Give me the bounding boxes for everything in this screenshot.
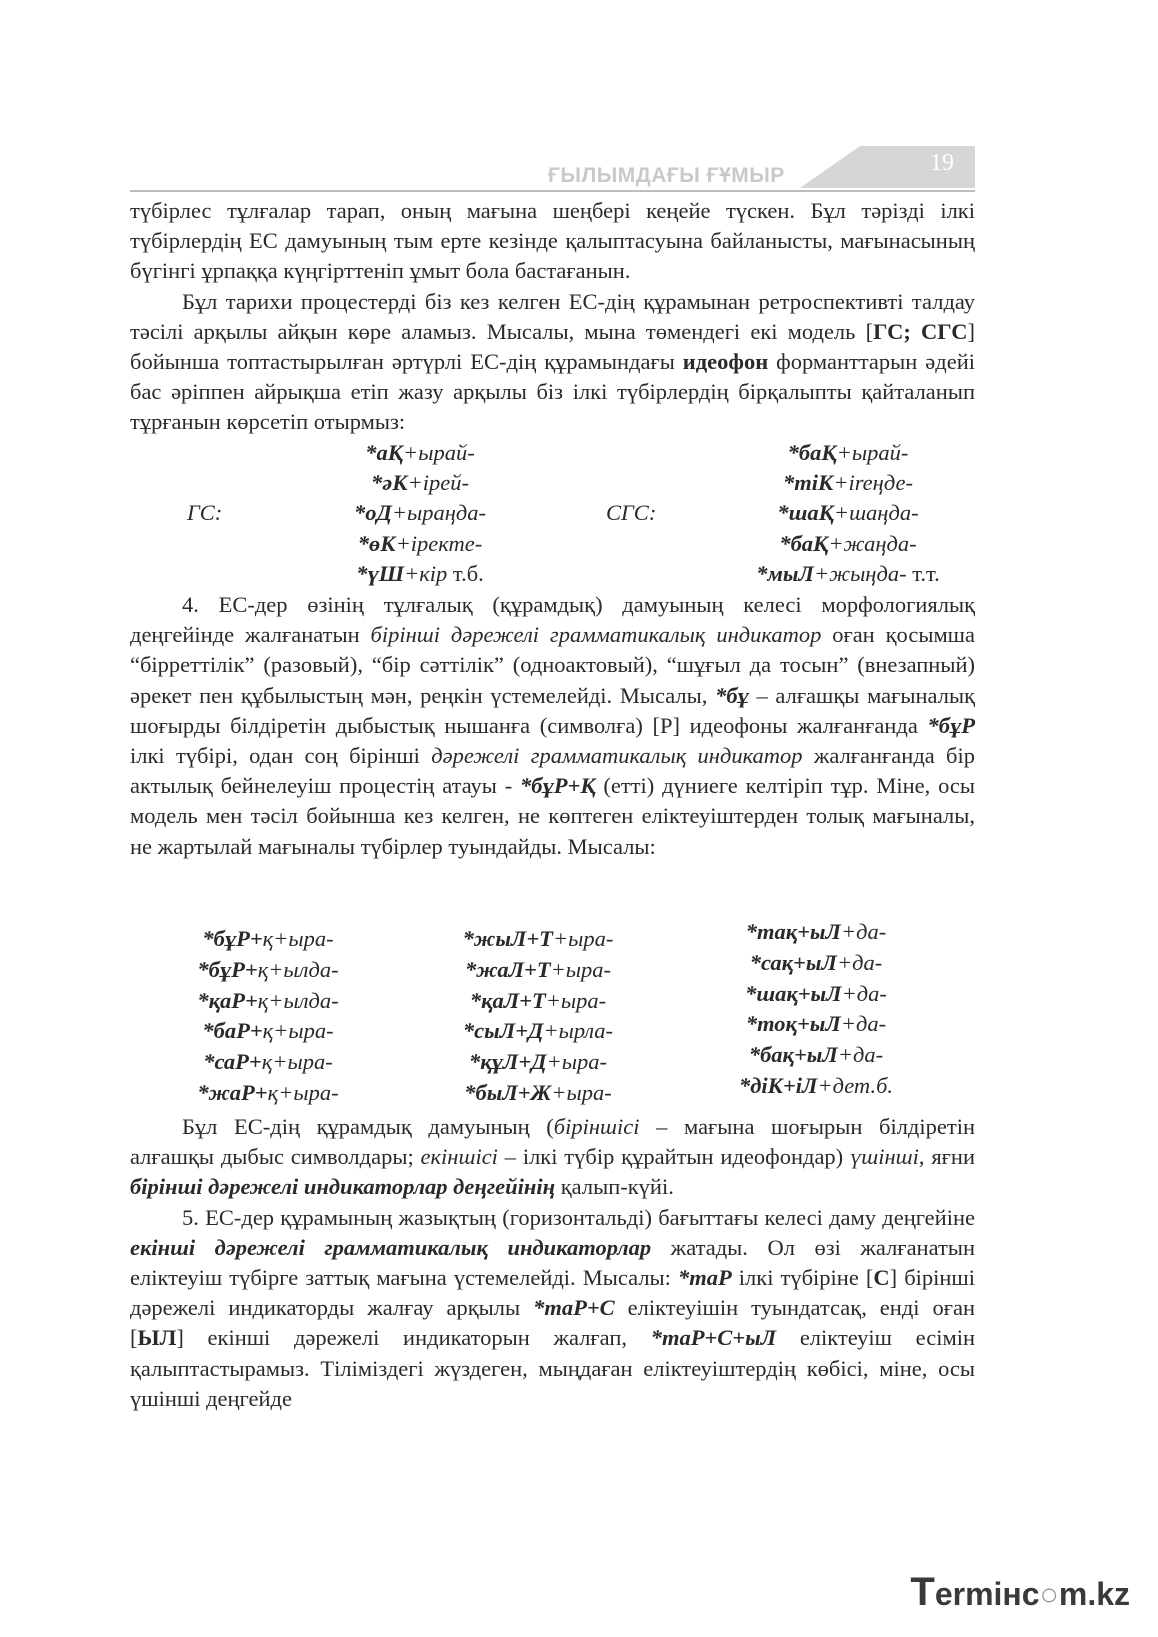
example-item: *шақ+ыЛ+да- <box>745 980 887 1006</box>
example-item: *жаЛ+Т+ыра- <box>464 956 612 982</box>
examples-column-1 <box>168 924 368 1109</box>
example-item: *сыЛ+Д+ырла- <box>462 1018 614 1044</box>
gs-row: *өК+іректе- <box>357 530 483 556</box>
sgs-row: *тіК+ireңде- <box>783 470 913 496</box>
body-text-middle <box>130 590 975 862</box>
gs-row: *әК+ірей- <box>371 470 469 496</box>
example-item: *тоқ+ыЛ+да- <box>745 1011 887 1037</box>
paragraph-4: Бұл ЕС-дің құрамдық дамуының (біріншісі – мағына шоғырын білдіретін алғашқы дыбыс символдары; екіншісі – ілкі түбір құрайтын идеофондар) үшінші, яғни бірінші дәрежелі индикаторлар деңгейінің қалып-күйі. <box>130 1114 975 1200</box>
header-title: ҒЫЛЫМДАҒЫ ҒҰМЫР <box>548 164 785 187</box>
example-item: *сақ+ыЛ+да- <box>749 949 883 975</box>
running-header <box>130 146 975 196</box>
gs-row: *үШ+кір т.б. <box>356 560 484 586</box>
header-rule <box>130 190 975 192</box>
page-number: 19 <box>930 150 954 176</box>
paragraph-3: 4. ЕС-дер өзінің тұлғалық (құрамдық) дамуының келесі морфологиялық деңгейінде жалғанатын бірінші дәрежелі грамматикалық индикатор оған қосымша “бірреттілік” (разовый), “бір сәттілік” (одноактовый), “шұғыл да тосын” (внезапный) әрекет пен құбылыстың мән, реңкін үстемелейді. Мысалы, *бұ – алғашқы мағыналық шоғырды білдіретін дыбыстық нышанға (символға) [Р] идеофоны жалғанғанда *бұР ілкі түбірі, одан соң бірінші дәрежелі грамматикалық индикатор жалғанғанда бір актылық бейнелеуіш процестің атауы - *бұР+Қ (етті) дүниеге келтіріп тұр. Міне, осы модель мен тәсіл бойынша кез келген, не көптеген еліктеуіштерден толық мағыналы, не жартылай мағыналы түбірлер туындайды. Мысалы: <box>130 592 976 859</box>
example-item: *бұР+қ+ылда- <box>197 956 339 982</box>
sgs-row: *мыЛ+жыңда- т.т. <box>756 560 940 586</box>
paragraph-1: түбірлес тұлғалар тарап, оның мағына шеңбері кеңейе түскен. Бұл тәрізді ілкі түбірлердің ЕС дамуының тым ерте кезінде қалыптасуына байланысты, мағынасының бүгінгі ұрпаққа күңгірттеніп ұмыт бола бастағанын. <box>130 198 975 284</box>
example-item: *құЛ+Д+ыра- <box>469 1049 607 1075</box>
example-item: *қаР+қ+ылда- <box>197 987 339 1013</box>
example-item: *тақ+ыЛ+да- <box>745 919 887 944</box>
example-item: *бақ+ыЛ+да- <box>748 1042 884 1068</box>
gs-label: ГС: <box>187 500 223 525</box>
example-item: *быЛ+Ж+ыра- <box>464 1079 612 1105</box>
example-item: *саР+қ+ыра- <box>203 1049 333 1075</box>
sgs-examples <box>728 438 968 589</box>
example-item: *жаР+қ+ыра- <box>197 1079 339 1105</box>
watermark-logo[interactable]: Termінc○m.kz <box>910 1570 1130 1614</box>
gs-row: *оД+ыраңда- <box>353 500 487 526</box>
paragraph-5: 5. ЕС-дер құрамының жазықтың (горизонтальді) бағыттағы келесі даму деңгейіне екінші дәрежелі грамматикалық индикаторлар жатады. Ол өзі жалғанатын еліктеуіш түбірге заттық мағына үстемелейді. Мысалы: *таР ілкі түбіріне [С] бірінші дәрежелі индикаторды жалғау арқылы *таР+С еліктеуішін туындатсақ, енді оған [ЫЛ] екінші дәрежелі индикаторын жалғап, *таР+С+ыЛ еліктеуіш есімін қалыптастырамыз. Тіліміздегі жүздеген, мыңдаған еліктеуіштердің көбісі, міне, осы үшінші деңгейде <box>130 1204 976 1411</box>
gs-examples <box>320 438 520 589</box>
paragraph-2: Бұл тарихи процестерді біз кез келген ЕС-дің құрамынан ретроспективті талдау тәсілі арқылы айқын көре аламыз. Мысалы, мына төмендегі екі модель [ГС; СГС] бойынша топтастырылған әртүрлі ЕС-дің құрамындағы идеофон форманттарын әдейі бас әріппен айрықша етіп жазу арқылы біз ілкі түбірлердің бірқалыпты қайталанып тұрғанын көрсетіп отырмыз: <box>130 288 976 435</box>
examples-column-2 <box>438 924 638 1109</box>
body-text-top <box>130 196 975 438</box>
sgs-row: *баҚ+ырай- <box>787 440 909 465</box>
example-item: *қаЛ+Т+ыра- <box>469 987 607 1013</box>
sgs-row: *шаҚ+шаңда- <box>777 500 919 526</box>
example-item: *жыЛ+Т+ыра- <box>462 926 614 951</box>
gs-row: *аҚ+ырай- <box>365 440 475 465</box>
sgs-row: *баҚ+жаңда- <box>779 530 917 556</box>
magnifier-icon: ○ <box>1039 1576 1059 1612</box>
examples-column-3 <box>716 917 916 1102</box>
example-item: *баР+қ+ыра- <box>202 1018 334 1044</box>
sgs-label: СГС: <box>606 500 657 525</box>
example-item: *бұР+қ+ыра- <box>202 926 334 951</box>
example-item: *діК+іЛ+дет.б. <box>738 1072 894 1098</box>
body-text-bottom <box>130 1112 975 1414</box>
